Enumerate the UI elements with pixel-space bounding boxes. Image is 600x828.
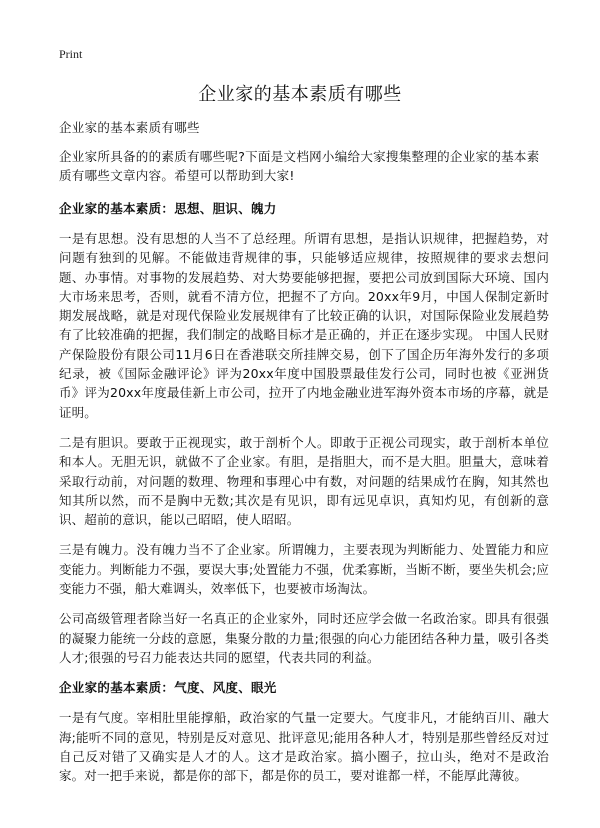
paragraph: 一是有气度。宰相肚里能撑船，政治家的气量一定要大。气度非凡，才能纳百川、融大海;能听不同的意见，特别是反对意见、批评意见;能用各种人才，特别是那些曾经反对过自己反对错了又确实是人才的人。这才是政治家。搞小圈子，拉山头，绝对不是政治家。对一把手来说，都是你的部下，都是你的员工，要对谁都一样，不能厚此薄彼。	[59, 710, 549, 784]
paragraph: 公司高级管理者除当好一名真正的企业家外，同时还应学会做一名政治家。即具有很强的凝聚力能统一分歧的意愿，集聚分散的力量;很强的向心力能团结各种力量，吸引各类人才;很强的号召力能表达共同的愿望，代表共同的利益。	[59, 611, 549, 665]
section-heading: 企业家的基本素质：气度、风度、眼光	[59, 680, 277, 696]
paragraph: 二是有胆识。要敢于正视现实，敢于剖析个人。即敢于正视公司现实，敢于剖析本单位和本人。无胆无识，就做不了企业家。有胆，是指胆大，而不是大胆。胆量大，意味着采取行动前，对问题的数理、物理和事理心中有数，对问题的结果成竹在胸，知其然也知其所以然，而不是胸中无数;其次是有见识，即有远见卓识，真知灼见，有创新的意识、超前的意识，能以己昭昭，使人昭昭。	[59, 434, 549, 528]
section	[59, 678, 549, 785]
section	[59, 199, 549, 667]
paragraph: 一是有思想。没有思想的人当不了总经理。所谓有思想，是指认识规律，把握趋势，对问题有独到的见解。不能做违背规律的事，只能够适应规律，按照规律的要求去想问题、办事情。对事物的发展趋势、对大势要能够把握，要把公司放到国际大环境、国内大市场来思考，否则，就看不清方位，把握不了方向。20xx年9月，中国人保制定新时期发展战略，就是对现代保险业发展规律有了比较正确的认识，对国际保险业发展趋势有了比较准确的把握，我们制定的战略目标才是正确的，并正在逐步实现。 中国人民财产保险股份有限公司11月6日在香港联交所挂牌交易，创下了国企历年海外发行的多项纪录，被《国际金融评论》评为20xx年度中国股票最佳发行公司，同时也被《亚洲货币》评为20xx年度最佳新上市公司，拉开了内地金融业进军海外资本市场的序幕，就是证明。	[59, 231, 549, 420]
article-body	[59, 118, 549, 796]
section-heading: 企业家的基本素质：思想、胆识、魄力	[59, 201, 277, 216]
article-intro: 企业家所具备的的素质有哪些呢?下面是文档网小编给大家搜集整理的企业家的基本素质有哪些文章内容。希望可以帮助到大家!	[59, 149, 540, 183]
print-link[interactable]: Print	[59, 47, 83, 61]
paragraph: 三是有魄力。没有魄力当不了企业家。所谓魄力，主要表现为判断能力、处置能力和应变能力。判断能力不强，要误大事;处置能力不强，优柔寡断，当断不断，要坐失机会;应变能力不强，船大难调头，效率低下，也要被市场淘汰。	[59, 542, 549, 597]
page-title: 企业家的基本素质有哪些	[198, 84, 402, 105]
article-subtitle: 企业家的基本素质有哪些	[59, 120, 200, 135]
